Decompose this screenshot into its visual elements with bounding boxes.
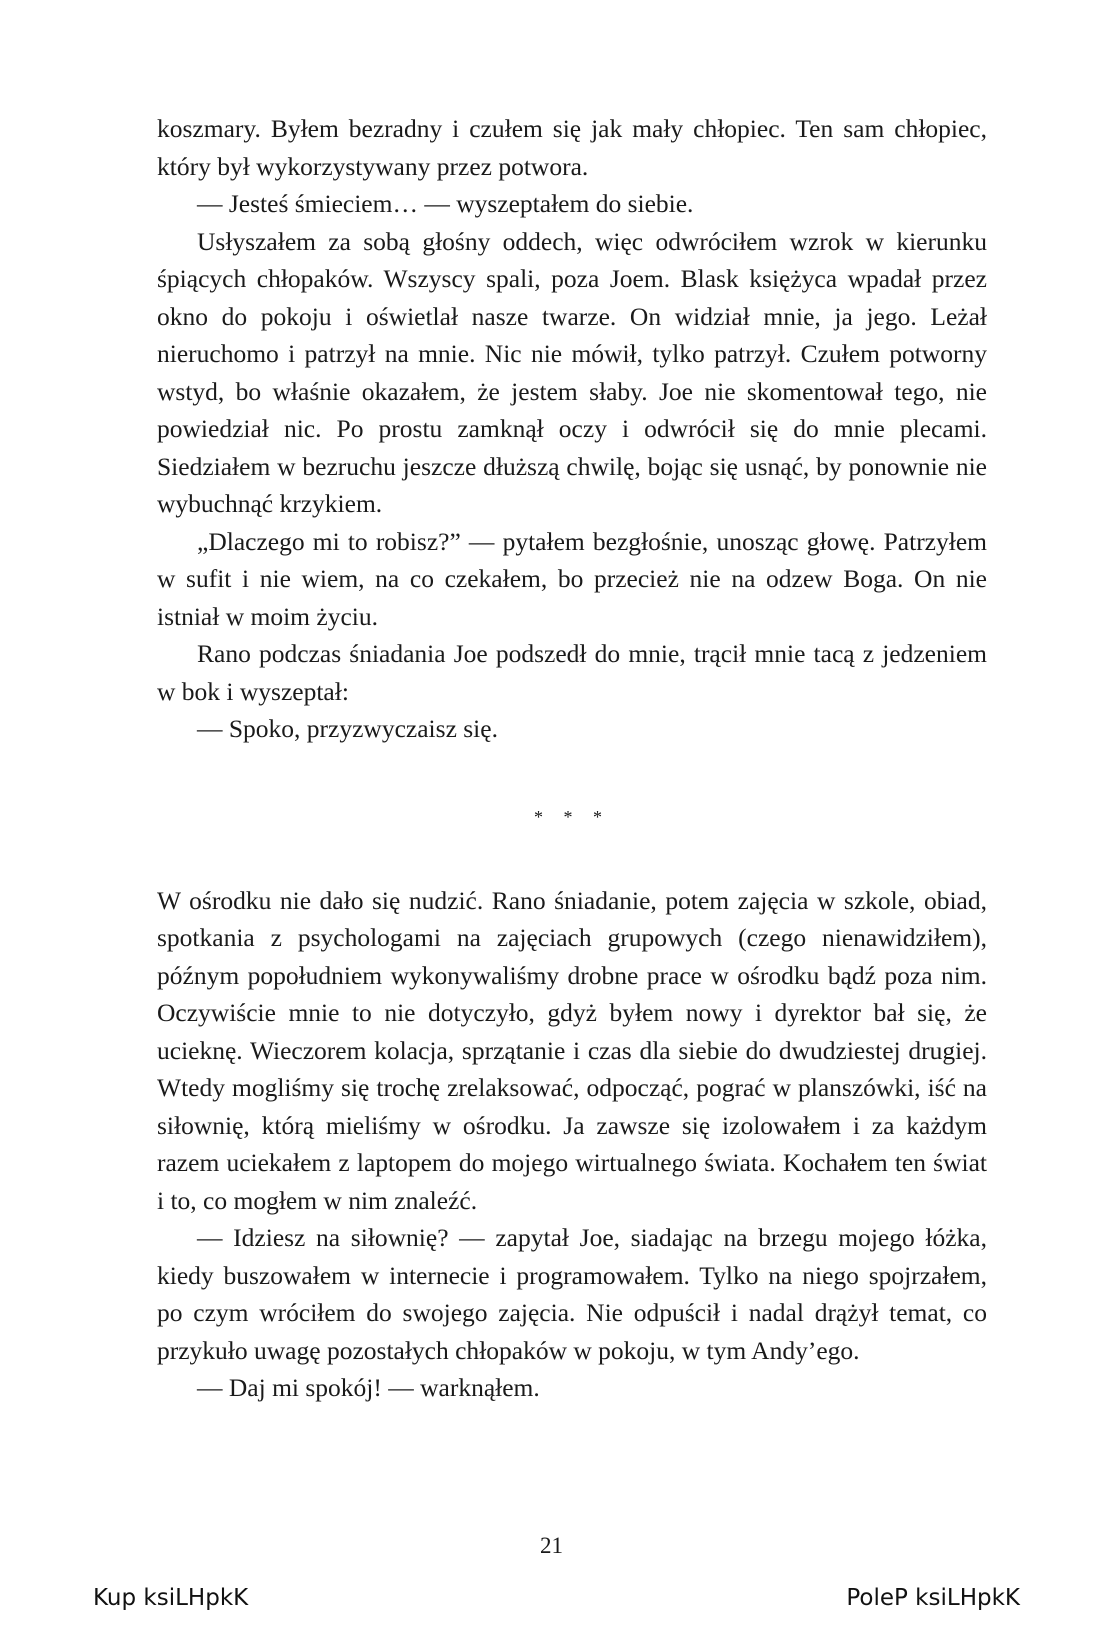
paragraph: koszmary. Byłem bezradny i czułem się jak mały chłopiec. Ten sam chłopiec, który był wykorzystywany przez potwora.: [157, 114, 987, 181]
paragraph: — Spoko, przyzwyczaisz się.: [197, 714, 498, 743]
paragraph: „Dlaczego mi to robisz?” — pytałem bezgłośnie, unosząc głowę. Patrzyłem w sufit i nie wiem, na co czekałem, bo przecież nie na odzew Boga. On nie istniał w moim życiu.: [157, 526, 987, 631]
recommend-book-link[interactable]: PoleP ksiLHpkK: [846, 1585, 1020, 1611]
text-section-before: [157, 110, 987, 748]
buy-book-link[interactable]: Kup ksiLHpkK: [93, 1585, 249, 1611]
paragraph: — Daj mi spokój! — warknąłem.: [197, 1373, 540, 1402]
paragraph: W ośrodku nie dało się nudzić. Rano śniadanie, potem zajęcia w szkole, obiad, spotkania z psychologami na zajęciach grupowych (czego nienawidziłem), późnym popołudniem wykonywaliśmy drobne prace w ośrodku bądź poza nim. Oczywiście mnie to nie dotyczyło, gdyż byłem nowy i dyrektor bał się, że ucieknę. Wieczorem kolacja, sprzątanie i czas dla siebie do dwudziestej drugiej. Wtedy mogliśmy się trochę zrelaksować, odpocząć, pograć w planszówki, iść na siłownię, którą mieliśmy w ośrodku. Ja zawsze się izolowałem i za każdym razem uciekałem z laptopem do mojego wirtualnego świata. Kochałem ten świat i to, co mogłem w nim znaleźć.: [157, 885, 987, 1215]
page-number: 21: [540, 1533, 563, 1558]
section-separator: * * *: [534, 806, 610, 827]
paragraph: Rano podczas śniadania Joe podszedł do mnie, trącił mnie tacą z jedzeniem w bok i wyszeptał:: [157, 639, 987, 706]
text-section-after: [157, 882, 987, 1407]
paragraph: Usłyszałem za sobą głośny oddech, więc odwróciłem wzrok w kierunku śpiących chłopaków. Wszyscy spali, poza Joem. Blask księżyca wpadał przez okno do pokoju i oświetlał nasze twarze. On widział mnie, ja jego. Leżał nieruchomo i patrzył na mnie. Nic nie mówił, tylko patrzył. Czułem potworny wstyd, bo właśnie okazałem, że jestem słaby. Joe nie skomentował tego, nie powiedział nic. Po prostu zamknął oczy i odwrócił się do mnie plecami. Siedziałem w bezruchu jeszcze dłuższą chwilę, bojąc się usnąć, by ponownie nie wybuchnąć krzykiem.: [157, 226, 987, 518]
page-text: [157, 110, 987, 1407]
paragraph: — Idziesz na siłownię? — zapytał Joe, siadając na brzegu mojego łóżka, kiedy buszowałem w internecie i programowałem. Tylko na niego spojrzałem, po czym wróciłem do swojego zajęcia. Nie odpuścił i nadal drążył temat, co przykuło uwagę pozostałych chłopaków w pokoju, w tym Andy’ego.: [157, 1223, 987, 1365]
paragraph: — Jesteś śmieciem… — wyszeptałem do siebie.: [197, 189, 694, 218]
